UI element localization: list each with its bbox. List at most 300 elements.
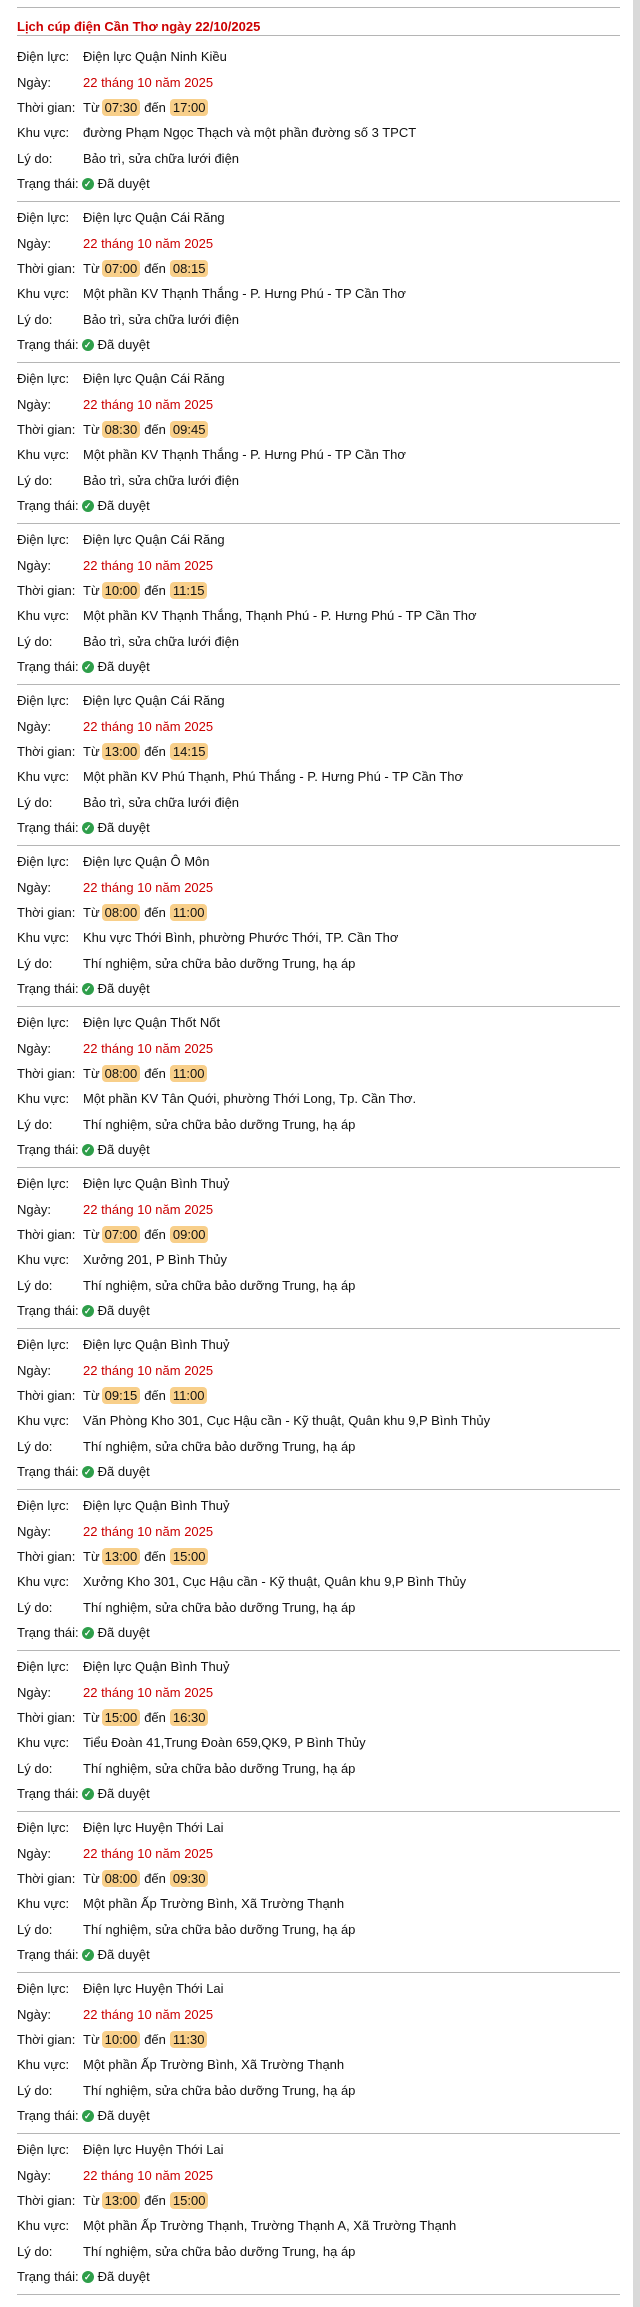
reason-row	[17, 951, 620, 976]
date-value: 22 tháng 10 năm 2025	[83, 718, 214, 734]
reason-value: Thí nghiệm, sửa chữa bảo dưỡng Trung, hạ áp	[83, 1921, 356, 1937]
date-value: 22 tháng 10 năm 2025	[83, 74, 214, 90]
time-label: Thời gian:	[17, 904, 76, 920]
status-label: Trạng thái:	[17, 1625, 79, 1641]
record-divider	[17, 201, 620, 202]
end-time-badge: 11:00	[170, 904, 208, 921]
status-row	[17, 1137, 620, 1162]
area-row	[17, 1891, 620, 1916]
unit-label: Điện lực:	[17, 854, 70, 870]
time-from-word: Từ	[83, 1870, 100, 1886]
reason-row	[17, 1273, 620, 1298]
status-row	[17, 2103, 620, 2128]
area-label: Khu vực:	[17, 930, 70, 946]
date-label: Ngày:	[17, 235, 51, 251]
status-row	[17, 1942, 620, 1967]
time-label: Thời gian:	[17, 1709, 76, 1725]
area-row	[17, 925, 620, 950]
reason-value: Bảo trì, sửa chữa lưới điện	[83, 311, 240, 327]
status-label: Trạng thái:	[17, 498, 79, 514]
time-label: Thời gian:	[17, 99, 76, 115]
end-time-badge: 11:30	[170, 2031, 208, 2048]
area-label: Khu vực:	[17, 286, 70, 302]
date-label: Ngày:	[17, 2167, 51, 2183]
unit-value: Điện lực Quận Thốt Nốt	[83, 1015, 221, 1031]
date-value: 22 tháng 10 năm 2025	[83, 1201, 214, 1217]
time-row	[17, 417, 620, 442]
reason-row	[17, 629, 620, 654]
time-label: Thời gian:	[17, 421, 76, 437]
record-divider	[17, 2294, 620, 2295]
date-label: Ngày:	[17, 1362, 51, 1378]
unit-row	[17, 1332, 620, 1357]
unit-label: Điện lực:	[17, 1659, 70, 1675]
date-label: Ngày:	[17, 1845, 51, 1861]
status-row	[17, 654, 620, 679]
area-value: Một phần Ấp Trường Bình, Xã Trường Thạnh	[83, 2057, 345, 2073]
page-title: Lịch cúp điện Cần Thơ ngày 22/10/2025	[17, 19, 261, 34]
area-value: Một phần KV Thạnh Thắng, Thạnh Phú - P. Hưng Phú - TP Cần Thơ	[83, 608, 477, 624]
status-value: Đã duyệt	[97, 1786, 150, 1802]
date-label: Ngày:	[17, 1684, 51, 1700]
status-value: Đã duyệt	[97, 1625, 150, 1641]
date-value: 22 tháng 10 năm 2025	[83, 879, 214, 895]
unit-row	[17, 1010, 620, 1035]
reason-row	[17, 146, 620, 171]
status-value: Đã duyệt	[97, 659, 150, 675]
unit-value: Điện lực Quận Bình Thuỷ	[83, 1659, 230, 1675]
start-time-badge: 08:00	[102, 1870, 141, 1887]
unit-value: Điện lực Quận Cái Răng	[83, 210, 225, 226]
time-from-word: Từ	[83, 1387, 100, 1403]
time-label: Thời gian:	[17, 582, 76, 598]
time-row	[17, 900, 620, 925]
reason-row	[17, 790, 620, 815]
area-row	[17, 2052, 620, 2077]
date-label: Ngày:	[17, 1523, 51, 1539]
date-value: 22 tháng 10 năm 2025	[83, 1684, 214, 1700]
start-time-badge: 07:00	[102, 1226, 141, 1243]
time-to-word: đến	[144, 1226, 166, 1242]
outage-record	[17, 1493, 620, 1654]
time-row	[17, 739, 620, 764]
date-value: 22 tháng 10 năm 2025	[83, 1523, 214, 1539]
unit-value: Điện lực Quận Bình Thuỷ	[83, 1176, 230, 1192]
reason-label: Lý do:	[17, 1438, 53, 1454]
area-value: Khu vực Thới Bình, phường Phước Thới, TP. Cần Thơ	[83, 930, 399, 946]
time-label: Thời gian:	[17, 1548, 76, 1564]
check-circle-icon: ✓	[82, 1949, 94, 1961]
reason-value: Thí nghiệm, sửa chữa bảo dưỡng Trung, hạ áp	[83, 2243, 356, 2259]
start-time-badge: 13:00	[102, 2192, 141, 2209]
reason-label: Lý do:	[17, 955, 53, 971]
status-badge	[82, 659, 150, 674]
area-value: Xưởng 201, P Bình Thủy	[83, 1252, 227, 1268]
reason-label: Lý do:	[17, 794, 53, 810]
reason-row	[17, 307, 620, 332]
status-badge	[82, 1464, 150, 1479]
outage-list	[17, 44, 620, 2298]
date-label: Ngày:	[17, 74, 51, 90]
reason-value: Bảo trì, sửa chữa lưới điện	[83, 472, 240, 488]
date-label: Ngày:	[17, 718, 51, 734]
status-label: Trạng thái:	[17, 1947, 79, 1963]
reason-label: Lý do:	[17, 1921, 53, 1937]
time-from-word: Từ	[83, 1548, 100, 1564]
time-row	[17, 2027, 620, 2052]
check-circle-icon: ✓	[82, 983, 94, 995]
time-row	[17, 95, 620, 120]
check-circle-icon: ✓	[82, 1788, 94, 1800]
date-row	[17, 713, 620, 738]
status-badge	[82, 337, 150, 352]
date-value: 22 tháng 10 năm 2025	[83, 1040, 214, 1056]
reason-row	[17, 1756, 620, 1781]
status-row	[17, 1620, 620, 1645]
area-label: Khu vực:	[17, 447, 70, 463]
end-time-badge: 17:00	[170, 99, 209, 116]
start-time-badge: 08:30	[102, 421, 141, 438]
time-label: Thời gian:	[17, 1226, 76, 1242]
time-from-word: Từ	[83, 99, 100, 115]
record-divider	[17, 1489, 620, 1490]
check-circle-icon: ✓	[82, 500, 94, 512]
status-label: Trạng thái:	[17, 1464, 79, 1480]
time-from-word: Từ	[83, 743, 100, 759]
status-row	[17, 1459, 620, 1484]
record-divider	[17, 362, 620, 363]
unit-value: Điện lực Quận Cái Răng	[83, 532, 225, 548]
start-time-badge: 07:30	[102, 99, 141, 116]
status-label: Trạng thái:	[17, 1786, 79, 1802]
unit-value: Điện lực Quận Bình Thuỷ	[83, 1498, 230, 1514]
area-row	[17, 281, 620, 306]
reason-label: Lý do:	[17, 311, 53, 327]
outage-record	[17, 849, 620, 1010]
area-value: Một phần Ấp Trường Thạnh, Trường Thạnh A, Xã Trường Thạnh	[83, 2218, 457, 2234]
time-from-word: Từ	[83, 421, 100, 437]
status-badge	[82, 820, 150, 835]
status-badge	[82, 2108, 150, 2123]
end-time-badge: 11:15	[170, 582, 208, 599]
status-row	[17, 815, 620, 840]
check-circle-icon: ✓	[82, 178, 94, 190]
time-to-word: đến	[144, 1709, 166, 1725]
date-row	[17, 230, 620, 255]
time-to-word: đến	[144, 1065, 166, 1081]
date-row	[17, 391, 620, 416]
area-label: Khu vực:	[17, 2057, 70, 2073]
unit-row	[17, 366, 620, 391]
scrollbar-track[interactable]	[633, 0, 640, 2307]
status-badge	[82, 1786, 150, 1801]
unit-value: Điện lực Huyện Thới Lai	[83, 2142, 224, 2158]
end-time-badge: 09:00	[170, 1226, 209, 1243]
area-label: Khu vực:	[17, 1413, 70, 1429]
reason-label: Lý do:	[17, 150, 53, 166]
check-circle-icon: ✓	[82, 1627, 94, 1639]
status-value: Đã duyệt	[97, 498, 150, 514]
date-value: 22 tháng 10 năm 2025	[83, 1845, 214, 1861]
time-to-word: đến	[144, 743, 166, 759]
time-from-word: Từ	[83, 904, 100, 920]
start-time-badge: 07:00	[102, 260, 141, 277]
area-value: Một phần KV Thạnh Thắng - P. Hưng Phú - TP Cần Thơ	[83, 447, 406, 463]
reason-row	[17, 2078, 620, 2103]
reason-row	[17, 1112, 620, 1137]
area-value: đường Phạm Ngọc Thạch và một phần đường số 3 TPCT	[83, 125, 417, 141]
status-badge	[82, 1142, 150, 1157]
check-circle-icon: ✓	[82, 1144, 94, 1156]
outage-record	[17, 1010, 620, 1171]
unit-value: Điện lực Quận Cái Răng	[83, 371, 225, 387]
status-value: Đã duyệt	[97, 1303, 150, 1319]
area-value: Tiểu Đoàn 41,Trung Đoàn 659,QK9, P Bình Thủy	[83, 1735, 366, 1751]
reason-label: Lý do:	[17, 1760, 53, 1776]
record-divider	[17, 1650, 620, 1651]
end-time-badge: 16:30	[170, 1709, 209, 1726]
reason-row	[17, 468, 620, 493]
start-time-badge: 10:00	[102, 582, 141, 599]
outage-record	[17, 527, 620, 688]
area-row	[17, 120, 620, 145]
unit-row	[17, 1654, 620, 1679]
area-label: Khu vực:	[17, 1252, 70, 1268]
unit-value: Điện lực Quận Ninh Kiều	[83, 49, 227, 65]
status-badge	[82, 498, 150, 513]
time-label: Thời gian:	[17, 1870, 76, 1886]
status-badge	[82, 1303, 150, 1318]
area-label: Khu vực:	[17, 1735, 70, 1751]
end-time-badge: 14:15	[170, 743, 209, 760]
check-circle-icon: ✓	[82, 1466, 94, 1478]
reason-row	[17, 1434, 620, 1459]
unit-label: Điện lực:	[17, 210, 70, 226]
area-label: Khu vực:	[17, 125, 70, 141]
area-row	[17, 442, 620, 467]
area-row	[17, 1569, 620, 1594]
outage-record	[17, 205, 620, 366]
time-row	[17, 1383, 620, 1408]
reason-value: Bảo trì, sửa chữa lưới điện	[83, 794, 240, 810]
unit-value: Điện lực Quận Bình Thuỷ	[83, 1337, 230, 1353]
area-label: Khu vực:	[17, 1574, 70, 1590]
area-row	[17, 1086, 620, 1111]
date-row	[17, 1679, 620, 1704]
time-label: Thời gian:	[17, 2031, 76, 2047]
status-row	[17, 976, 620, 1001]
unit-row	[17, 1493, 620, 1518]
status-value: Đã duyệt	[97, 1142, 150, 1158]
area-label: Khu vực:	[17, 608, 70, 624]
outage-record	[17, 1332, 620, 1493]
start-time-badge: 10:00	[102, 2031, 141, 2048]
status-value: Đã duyệt	[97, 2108, 150, 2124]
time-label: Thời gian:	[17, 1387, 76, 1403]
reason-value: Thí nghiệm, sửa chữa bảo dưỡng Trung, hạ áp	[83, 2082, 356, 2098]
status-label: Trạng thái:	[17, 820, 79, 836]
unit-value: Điện lực Huyện Thới Lai	[83, 1820, 224, 1836]
time-to-word: đến	[144, 1870, 166, 1886]
area-row	[17, 603, 620, 628]
record-divider	[17, 2133, 620, 2134]
end-time-badge: 11:00	[170, 1065, 208, 1082]
unit-row	[17, 849, 620, 874]
outage-record	[17, 1815, 620, 1976]
unit-label: Điện lực:	[17, 1981, 70, 1997]
end-time-badge: 09:45	[170, 421, 209, 438]
record-divider	[17, 1328, 620, 1329]
time-to-word: đến	[144, 2192, 166, 2208]
date-row	[17, 552, 620, 577]
time-row	[17, 578, 620, 603]
time-from-word: Từ	[83, 1065, 100, 1081]
status-value: Đã duyệt	[97, 981, 150, 997]
reason-label: Lý do:	[17, 2082, 53, 2098]
record-divider	[17, 1811, 620, 1812]
status-badge	[82, 1947, 150, 1962]
reason-value: Bảo trì, sửa chữa lưới điện	[83, 150, 240, 166]
record-divider	[17, 1167, 620, 1168]
status-value: Đã duyệt	[97, 1464, 150, 1480]
status-label: Trạng thái:	[17, 337, 79, 353]
unit-label: Điện lực:	[17, 1820, 70, 1836]
outage-record	[17, 1976, 620, 2137]
time-row	[17, 1061, 620, 1086]
end-time-badge: 09:30	[170, 1870, 209, 1887]
time-from-word: Từ	[83, 1709, 100, 1725]
time-row	[17, 1544, 620, 1569]
date-value: 22 tháng 10 năm 2025	[83, 235, 214, 251]
time-to-word: đến	[144, 1548, 166, 1564]
date-value: 22 tháng 10 năm 2025	[83, 1362, 214, 1378]
date-value: 22 tháng 10 năm 2025	[83, 396, 214, 412]
status-badge	[82, 2269, 150, 2284]
status-label: Trạng thái:	[17, 176, 79, 192]
start-time-badge: 08:00	[102, 904, 141, 921]
date-label: Ngày:	[17, 1201, 51, 1217]
status-label: Trạng thái:	[17, 659, 79, 675]
date-value: 22 tháng 10 năm 2025	[83, 2167, 214, 2183]
unit-row	[17, 1815, 620, 1840]
area-value: Một phần Ấp Trường Bình, Xã Trường Thạnh	[83, 1896, 345, 1912]
date-row	[17, 2162, 620, 2187]
reason-label: Lý do:	[17, 633, 53, 649]
status-value: Đã duyệt	[97, 2269, 150, 2285]
end-time-badge: 11:00	[170, 1387, 208, 1404]
area-value: Một phần KV Phú Thạnh, Phú Thắng - P. Hưng Phú - TP Cần Thơ	[83, 769, 464, 785]
status-value: Đã duyệt	[97, 337, 150, 353]
date-label: Ngày:	[17, 1040, 51, 1056]
date-label: Ngày:	[17, 2006, 51, 2022]
unit-value: Điện lực Quận Ô Môn	[83, 854, 210, 870]
date-label: Ngày:	[17, 396, 51, 412]
area-value: Một phần KV Thạnh Thắng - P. Hưng Phú - TP Cần Thơ	[83, 286, 406, 302]
area-row	[17, 764, 620, 789]
status-row	[17, 1781, 620, 1806]
unit-row	[17, 44, 620, 69]
time-from-word: Từ	[83, 1226, 100, 1242]
area-row	[17, 1247, 620, 1272]
reason-label: Lý do:	[17, 1277, 53, 1293]
time-to-word: đến	[144, 421, 166, 437]
status-value: Đã duyệt	[97, 176, 150, 192]
area-value: Xưởng Kho 301, Cục Hậu cần - Kỹ thuật, Quân khu 9,P Bình Thủy	[83, 1574, 467, 1590]
reason-value: Thí nghiệm, sửa chữa bảo dưỡng Trung, hạ áp	[83, 1599, 356, 1615]
date-value: 22 tháng 10 năm 2025	[83, 557, 214, 573]
unit-label: Điện lực:	[17, 49, 70, 65]
unit-label: Điện lực:	[17, 532, 70, 548]
time-label: Thời gian:	[17, 1065, 76, 1081]
record-divider	[17, 1972, 620, 1973]
date-value: 22 tháng 10 năm 2025	[83, 2006, 214, 2022]
time-to-word: đến	[144, 904, 166, 920]
time-to-word: đến	[144, 1387, 166, 1403]
status-row	[17, 1298, 620, 1323]
end-time-badge: 15:00	[170, 2192, 209, 2209]
date-row	[17, 1518, 620, 1543]
time-to-word: đến	[144, 260, 166, 276]
status-label: Trạng thái:	[17, 2108, 79, 2124]
record-divider	[17, 523, 620, 524]
title-divider	[17, 35, 620, 36]
outage-record	[17, 688, 620, 849]
unit-label: Điện lực:	[17, 1176, 70, 1192]
time-from-word: Từ	[83, 260, 100, 276]
time-from-word: Từ	[83, 582, 100, 598]
unit-value: Điện lực Quận Cái Răng	[83, 693, 225, 709]
unit-label: Điện lực:	[17, 1015, 70, 1031]
unit-label: Điện lực:	[17, 371, 70, 387]
time-to-word: đến	[144, 2031, 166, 2047]
reason-value: Thí nghiệm, sửa chữa bảo dưỡng Trung, hạ áp	[83, 1277, 356, 1293]
time-from-word: Từ	[83, 2031, 100, 2047]
reason-label: Lý do:	[17, 1599, 53, 1615]
date-label: Ngày:	[17, 879, 51, 895]
area-row	[17, 1408, 620, 1433]
status-label: Trạng thái:	[17, 1142, 79, 1158]
reason-row	[17, 1595, 620, 1620]
reason-value: Thí nghiệm, sửa chữa bảo dưỡng Trung, hạ áp	[83, 1116, 356, 1132]
start-time-badge: 15:00	[102, 1709, 141, 1726]
status-row	[17, 2264, 620, 2289]
end-time-badge: 08:15	[170, 260, 209, 277]
date-row	[17, 1196, 620, 1221]
time-to-word: đến	[144, 99, 166, 115]
check-circle-icon: ✓	[82, 2271, 94, 2283]
check-circle-icon: ✓	[82, 822, 94, 834]
reason-value: Thí nghiệm, sửa chữa bảo dưỡng Trung, hạ áp	[83, 955, 356, 971]
outage-record	[17, 366, 620, 527]
status-row	[17, 171, 620, 196]
unit-row	[17, 527, 620, 552]
outage-record	[17, 2137, 620, 2298]
status-value: Đã duyệt	[97, 820, 150, 836]
status-badge	[82, 176, 150, 191]
area-value: Văn Phòng Kho 301, Cục Hậu cần - Kỹ thuật, Quân khu 9,P Bình Thủy	[83, 1413, 491, 1429]
outage-record	[17, 1171, 620, 1332]
record-divider	[17, 1006, 620, 1007]
status-label: Trạng thái:	[17, 1303, 79, 1319]
unit-label: Điện lực:	[17, 2142, 70, 2158]
status-row	[17, 332, 620, 357]
status-value: Đã duyệt	[97, 1947, 150, 1963]
check-circle-icon: ✓	[82, 339, 94, 351]
reason-row	[17, 1917, 620, 1942]
check-circle-icon: ✓	[82, 661, 94, 673]
record-divider	[17, 684, 620, 685]
date-row	[17, 874, 620, 899]
